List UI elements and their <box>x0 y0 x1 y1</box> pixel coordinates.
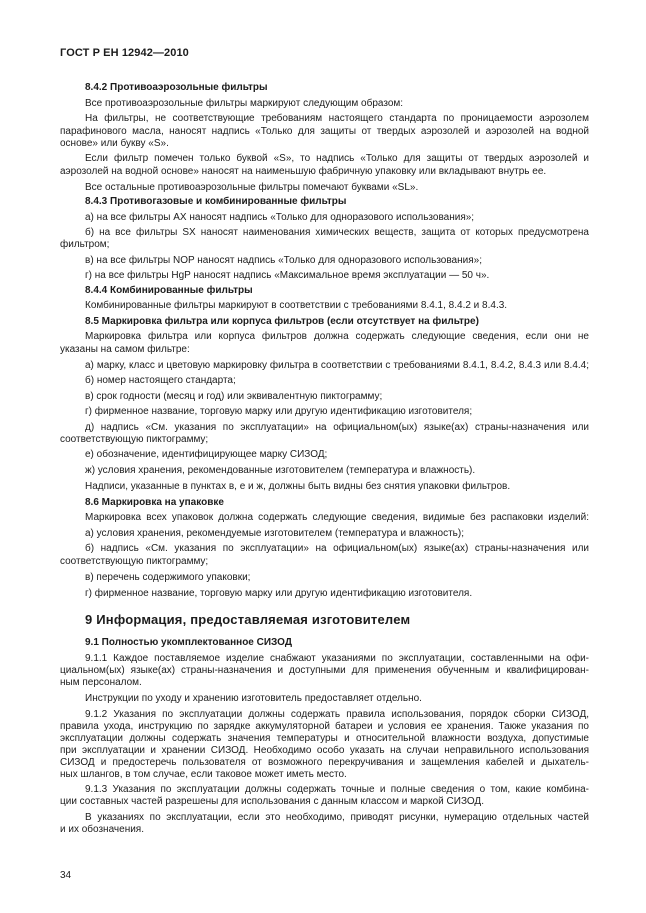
text-line: в) перечень содержимого упаковки; <box>85 572 251 583</box>
text-line: Надписи, указанные в пунктах в, е и ж, должны быть видны без снятия упаковки фильтров. <box>85 481 511 492</box>
subsection-heading: 8.4.3 Противогазовые и комбинированные фильтры <box>85 196 347 207</box>
text-line: соответствующую пиктограмму; <box>60 556 209 567</box>
text-line: указаны на самом фильтре: <box>60 344 190 355</box>
text-line: при эксплуатации и хранении СИЗОД. Необходимо особо указать на случаи неправильного использования <box>60 745 589 756</box>
text-line: Комбинированные фильтры маркируют в соответствии с требованиями 8.4.1, 8.4.2 и 8.4.3. <box>85 300 508 311</box>
subsection-heading: 9.1 Полностью укомплектованное СИЗОД <box>85 637 292 648</box>
text-line: а) марку, класс и цветовую маркировку фильтра в соответствии с требованиями 8.4.1, 8.4.2, 8.4.3 или 8.4.4; <box>85 360 589 371</box>
text-line: аэрозолей на водной основе» наносят на наименьшую фабричную упаковку или вкладывают внутрь ее. <box>60 166 547 177</box>
section-heading: 9 Информация, предоставляемая изготовителем <box>85 612 411 627</box>
text-line: Инструкции по уходу и хранению изготовитель предоставляет отдельно. <box>85 693 422 704</box>
text-line: Маркировка фильтра или корпуса фильтров должна содержать следующие сведения, если они не <box>85 331 589 342</box>
subsection-heading: 8.4.4 Комбинированные фильтры <box>85 285 253 296</box>
page-number: 34 <box>60 870 72 881</box>
text-line: б) на все фильтры SX наносят наименования химических веществ, защита от которых предусмотрена <box>85 227 589 238</box>
text-line: г) фирменное название, торговую марку или другую идентификацию изготовителя; <box>85 406 473 417</box>
text-line: а) условия хранения, рекомендуемые изготовителем (температура и влажность); <box>85 528 464 539</box>
text-line: г) фирменное название, торговую марку или другую идентификацию изготовителя. <box>85 588 473 599</box>
text-line: 9.1.2 Указания по эксплуатации должны содержать правила использования, порядок сборки СИЗОД, <box>85 709 589 720</box>
text-line: а) на все фильтры АХ наносят надпись «Только для одноразового использования»; <box>85 212 475 223</box>
text-line: циальном(ых) языке(ах) страны-назначения и доступными для применения обученным и квалифицирован- <box>60 665 589 676</box>
text-line: соответствующую пиктограмму; <box>60 434 209 445</box>
text-line: 9.1.1 Каждое поставляемое изделие снабжают указаниями по эксплуатации, составленными на офи- <box>85 653 589 664</box>
text-line: Маркировка всех упаковок должна содержать следующие сведения, видимые без распаковки изделий: <box>85 512 589 523</box>
text-line: ж) условия хранения, рекомендованные изготовителем (температура и влажность). <box>85 465 476 476</box>
subsection-heading: 8.6 Маркировка на упаковке <box>85 497 224 508</box>
text-line: ным персоналом. <box>60 677 142 688</box>
page-header: ГОСТ Р ЕН 12942—2010 <box>60 47 189 59</box>
text-line: правила ухода, инструкцию по зарядке аккумуляторной батареи и условия ее хранения. Также указания по <box>60 721 589 732</box>
text-line: в) срок годности (месяц и год) или эквивалентную пиктограмму; <box>85 391 383 402</box>
text-line: г) на все фильтры HgP наносят надпись «Максимальное время эксплуатации — 50 ч». <box>85 270 490 281</box>
text-line: парафинового масла, наносят надпись «Только для защиты от твердых аэрозолей и аэрозолей на водной <box>60 126 589 137</box>
text-line: Все остальные противоаэрозольные фильтры помечают буквами «SL». <box>85 182 419 193</box>
text-line: б) номер настоящего стандарта; <box>85 375 236 386</box>
text-line: б) надпись «См. указания по эксплуатации» на официальном(ых) языке(ах) страны-назначения или <box>85 543 589 554</box>
text-line: Если фильтр помечен только буквой «S», то надпись «Только для защиты от твердых аэрозолей и <box>85 153 589 164</box>
text-line: и их обозначения. <box>60 824 144 835</box>
text-line: д) надпись «См. указания по эксплуатации» на официальном(ых) языке(ах) страны-назначения или <box>85 422 589 433</box>
text-line: 9.1.3 Указания по эксплуатации должны содержать точные и полные сведения о том, какие комбина- <box>85 784 589 795</box>
subsection-heading: 8.5 Маркировка фильтра или корпуса фильтров (если отсутствует на фильтре) <box>85 316 479 327</box>
text-line: фильтром; <box>60 239 110 250</box>
text-line: в) на все фильтры NOP наносят надпись «Только для одноразового использования»; <box>85 255 482 266</box>
text-line: Все противоаэрозольные фильтры маркируют следующим образом: <box>85 98 404 109</box>
text-line: В указаниях по эксплуатации, если это необходимо, приводят рисунки, нумерацию отдельных частей <box>85 812 589 823</box>
text-line: На фильтры, не соответствующие требованиям настоящего стандарта по проницаемости аэрозолем <box>85 113 589 124</box>
text-line: е) обозначение, идентифицирующее марку СИЗОД; <box>85 449 328 460</box>
subsection-heading: 8.4.2 Противоаэрозольные фильтры <box>85 82 268 93</box>
text-line: эксплуатации должны содержать значения температуры и относительной влажности воздуха, допустимые <box>60 733 589 744</box>
text-line: ции составных частей разрешены для использования с данным классом и маркой СИЗОД. <box>60 796 484 807</box>
text-line: основе» или букву «S». <box>60 138 169 149</box>
text-line: СИЗОД и предостеречь пользователя от возможного перекручивания и защемления кабелей и дыхатель- <box>60 757 589 768</box>
text-line: ных шлангов, в том случае, если таковое может иметь место. <box>60 769 347 780</box>
